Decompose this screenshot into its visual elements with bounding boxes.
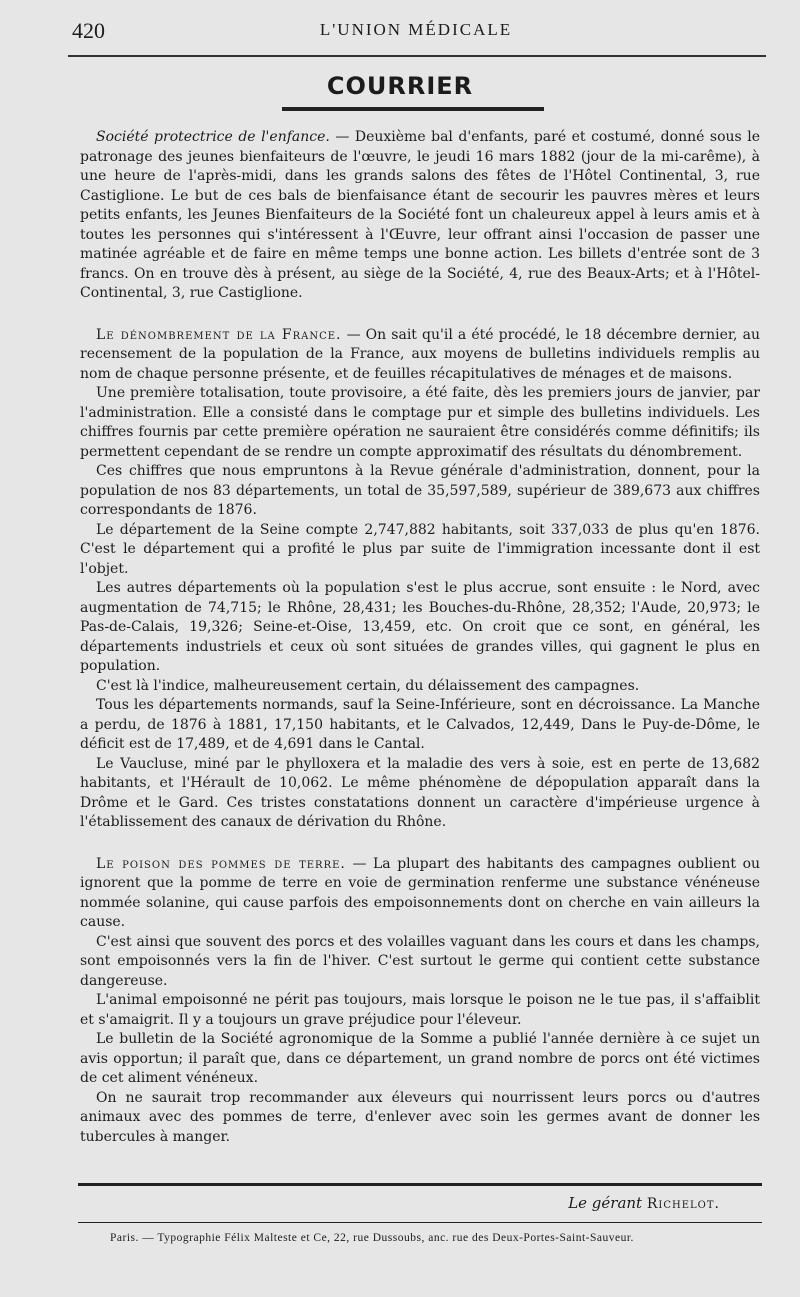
- article-heading: Le dénombrement de la France.: [96, 326, 342, 343]
- paragraph-text: — La plupart des habitants des campagnes oublient ou ignorent que la pomme de terre en voie de germination renferme une substance vénéneuse nommée solanine, qui cause parfois des empoisonnements dont on cherche en vain ailleurs la cause.: [80, 855, 761, 930]
- page-number: 420: [72, 18, 105, 43]
- running-title: L'UNION MÉDICALE: [319, 20, 513, 39]
- signature-label: Le gérant: [568, 1194, 643, 1212]
- section-title: COURRIER: [326, 72, 474, 100]
- signature: [568, 1194, 720, 1212]
- paragraph: Le bulletin de la Société agronomique de la Somme a publié l'année dernière à ce sujet un avis opportun; il paraît que, dans ce département, un grand nombre de porcs ont été victimes de cet aliment vénéneux.: [80, 1031, 760, 1086]
- paragraph-text: — On sait qu'il a été procédé, le 18 décembre dernier, au recensement de la population de la France, aux moyens de bulletins individuels remplis au nom de chaque personne présente, et de feuilles récapitulatives de ménages et de maisons.: [80, 326, 760, 382]
- article-paragraph: [80, 855, 760, 933]
- paragraph: Le Vaucluse, miné par le phylloxera et la maladie des vers à soie, est en perte de 13,682 habitants, et l'Hérault de 10,062. Le même phénomène de dépopulation apparaît dans la Drôme et le Gard. Ces tristes constatations donnent un caractère d'impérieuse urgence à l'établissement des canaux de dérivation du Rhône.: [80, 755, 760, 830]
- article-heading: Société protectrice de l'enfance.: [96, 129, 330, 145]
- paragraph-text: — Deuxième bal d'enfants, paré et costumé, donné sous le patronage des jeunes bienfaiteurs de l'œuvre, le jeudi 16 mars 1882 (jour de la mi-carême), à une heure de l'après-midi, dans les grands salons des fêtes de l'Hôtel Continental, 3, rue Castiglione. Le but de ces bals de bienfaisance étant de secourir les pauvres mères et leurs petits enfants, les Jeunes Bienfaiteurs de la Société font un chaleureux appel à leurs amis et à toutes les personnes qui s'intéressent à l'Œuvre, leur offrant ainsi l'occasion de passer une matinée agréable et de faire en même temps une bonne action. Les billets d'entrée sont de 3 francs. On en trouve dès à présent, au siège de la Société, 4, rue des Beaux-Arts; et à l'Hôtel-Continental, 3, rue Castiglione.: [80, 129, 760, 301]
- header-rule: [68, 55, 766, 57]
- article-paragraph: [80, 128, 760, 304]
- article-body: [80, 128, 760, 1147]
- article-heading: Le poison des pommes de terre.: [96, 855, 346, 872]
- paragraph: C'est ainsi que souvent des porcs et des volailles vaguant dans les cours et dans les champs, sont empoisonnés vers la fin de l'hiver. C'est surtout le germe qui contient cette substance dangereuse.: [80, 933, 760, 989]
- paragraph: Tous les départements normands, sauf la Seine-Inférieure, sont en décroissance. La Manche a perdu, de 1876 à 1881, 17,150 habitants, et le Calvados, 12,449, Dans le Puy-de-Dôme, le déficit est de 17,489, et de 4,691 dans le Cantal.: [80, 697, 760, 752]
- paragraph: C'est là l'indice, malheureusement certain, du délaissement des campagnes.: [96, 677, 640, 694]
- page-header: [72, 18, 760, 48]
- paragraph: Une première totalisation, toute provisoire, a été faite, dès les premiers jours de janvier, par l'administration. Elle a consisté dans le comptage pur et simple des bulletins individuels. Les chiffres fournis par cette première opération ne sauraient être considérés comme définitifs; ils permettent cependant de se rendre un compte approximatif des résultats du dénombrement.: [80, 385, 760, 460]
- title-rule: [282, 107, 544, 111]
- footer-rule: [78, 1183, 762, 1186]
- paragraph: Ces chiffres que nous empruntons à la Revue générale d'administration, donnent, pour la population de nos 83 départements, un total de 35,597,589, supérieur de 389,673 aux chiffres correspondants de 1876.: [80, 463, 760, 518]
- paragraph: Le département de la Seine compte 2,747,882 habitants, soit 337,033 de plus qu'en 1876. C'est le département qui a profité le plus par suite de l'immigration incessante dont il est l'objet.: [80, 521, 760, 577]
- printer-imprint: Paris. — Typographie Félix Malteste et Ce, 22, rue Dussoubs, anc. rue des Deux-Portes-Saint-Sauveur.: [110, 1232, 634, 1244]
- paragraph: L'animal empoisonné ne périt pas toujours, mais lorsque le poison ne le tue pas, il s'affaiblit et s'amaigrit. Il y a toujours un grave préjudice pour l'éleveur.: [80, 992, 760, 1028]
- signature-name: Richelot.: [646, 1196, 720, 1212]
- article-paragraph: [80, 326, 760, 385]
- footer-rule: [78, 1222, 762, 1223]
- paragraph: Les autres départements où la population s'est le plus accrue, sont ensuite : le Nord, avec augmentation de 74,715; le Rhône, 28,431; les Bouches-du-Rhône, 28,352; l'Aude, 20,973; le Pas-de-Calais, 19,326; Seine-et-Oise, 13,459, etc. On croit que ce sont, en général, les départements industriels et ceux où sont situées de grandes villes, qui gagnent le plus en population.: [80, 580, 760, 674]
- paragraph: On ne saurait trop recommander aux éleveurs qui nourrissent leurs porcs ou d'autres animaux avec des pommes de terre, d'enlever avec soin les germes avant de donner les tubercules à manger.: [80, 1089, 760, 1145]
